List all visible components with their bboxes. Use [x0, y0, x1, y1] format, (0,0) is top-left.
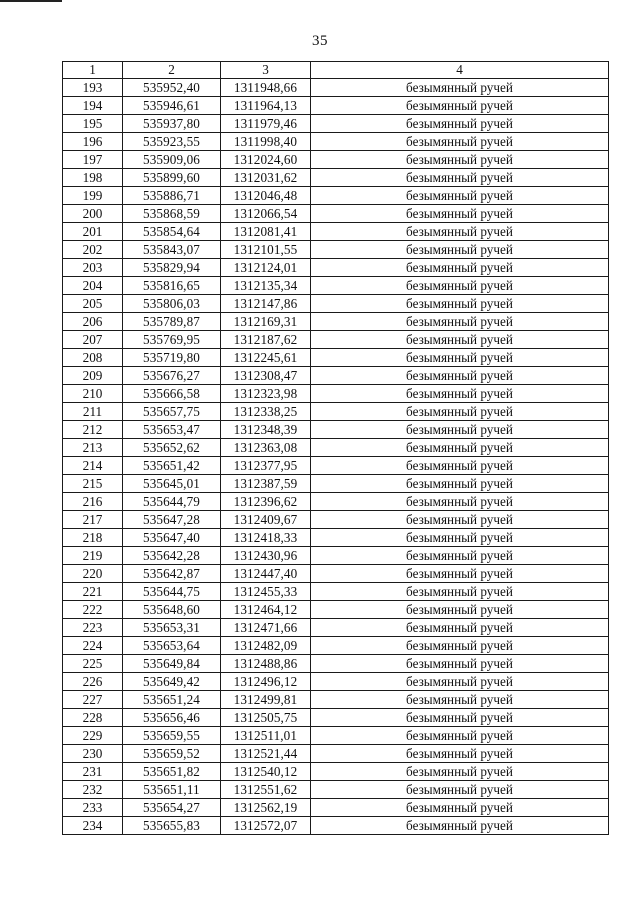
table-row: [63, 565, 609, 583]
cell-point-number: 224: [63, 637, 123, 655]
column-header-y: 3: [221, 62, 311, 79]
cell-x-coordinate: 535653,64: [123, 637, 221, 655]
cell-x-coordinate: 535645,01: [123, 475, 221, 493]
cell-y-coordinate: 1312046,48: [221, 187, 311, 205]
table-row: [63, 529, 609, 547]
cell-y-coordinate: 1312308,47: [221, 367, 311, 385]
cell-y-coordinate: 1312396,62: [221, 493, 311, 511]
cell-point-number: 222: [63, 601, 123, 619]
cell-x-coordinate: 535868,59: [123, 205, 221, 223]
cell-description: безымянный ручей: [311, 385, 609, 403]
cell-description: безымянный ручей: [311, 187, 609, 205]
cell-point-number: 210: [63, 385, 123, 403]
column-header-description: 4: [311, 62, 609, 79]
cell-point-number: 232: [63, 781, 123, 799]
cell-y-coordinate: 1311964,13: [221, 97, 311, 115]
cell-point-number: 219: [63, 547, 123, 565]
table-row: [63, 403, 609, 421]
cell-point-number: 200: [63, 205, 123, 223]
cell-point-number: 209: [63, 367, 123, 385]
cell-x-coordinate: 535648,60: [123, 601, 221, 619]
cell-description: безымянный ручей: [311, 547, 609, 565]
cell-x-coordinate: 535652,62: [123, 439, 221, 457]
cell-y-coordinate: 1312024,60: [221, 151, 311, 169]
cell-x-coordinate: 535651,11: [123, 781, 221, 799]
scan-edge-mark: [0, 0, 62, 2]
cell-description: безымянный ручей: [311, 223, 609, 241]
cell-description: безымянный ручей: [311, 259, 609, 277]
cell-point-number: 234: [63, 817, 123, 835]
cell-description: безымянный ручей: [311, 475, 609, 493]
cell-y-coordinate: 1312081,41: [221, 223, 311, 241]
table-row: [63, 151, 609, 169]
cell-point-number: 193: [63, 79, 123, 97]
cell-description: безымянный ручей: [311, 313, 609, 331]
cell-point-number: 201: [63, 223, 123, 241]
cell-x-coordinate: 535651,42: [123, 457, 221, 475]
cell-description: безымянный ручей: [311, 619, 609, 637]
cell-description: безымянный ручей: [311, 205, 609, 223]
cell-y-coordinate: 1312323,98: [221, 385, 311, 403]
cell-x-coordinate: 535649,84: [123, 655, 221, 673]
cell-point-number: 213: [63, 439, 123, 457]
cell-x-coordinate: 535816,65: [123, 277, 221, 295]
table-row: [63, 295, 609, 313]
cell-point-number: 215: [63, 475, 123, 493]
table-row: [63, 187, 609, 205]
cell-point-number: 206: [63, 313, 123, 331]
cell-y-coordinate: 1312147,86: [221, 295, 311, 313]
cell-description: безымянный ручей: [311, 349, 609, 367]
cell-point-number: 211: [63, 403, 123, 421]
cell-point-number: 225: [63, 655, 123, 673]
cell-y-coordinate: 1312169,31: [221, 313, 311, 331]
table-header-row: [63, 62, 609, 79]
cell-x-coordinate: 535647,40: [123, 529, 221, 547]
cell-point-number: 203: [63, 259, 123, 277]
cell-y-coordinate: 1312521,44: [221, 745, 311, 763]
cell-point-number: 221: [63, 583, 123, 601]
cell-description: безымянный ручей: [311, 367, 609, 385]
table-row: [63, 691, 609, 709]
cell-y-coordinate: 1312551,62: [221, 781, 311, 799]
cell-x-coordinate: 535642,87: [123, 565, 221, 583]
cell-description: безымянный ручей: [311, 691, 609, 709]
table-row: [63, 331, 609, 349]
cell-point-number: 204: [63, 277, 123, 295]
cell-point-number: 231: [63, 763, 123, 781]
cell-description: безымянный ручей: [311, 727, 609, 745]
cell-x-coordinate: 535806,03: [123, 295, 221, 313]
column-header-x: 2: [123, 62, 221, 79]
cell-x-coordinate: 535923,55: [123, 133, 221, 151]
cell-point-number: 208: [63, 349, 123, 367]
table-row: [63, 223, 609, 241]
cell-y-coordinate: 1311948,66: [221, 79, 311, 97]
cell-x-coordinate: 535642,28: [123, 547, 221, 565]
table-row: [63, 673, 609, 691]
table-row: [63, 781, 609, 799]
cell-description: безымянный ручей: [311, 421, 609, 439]
cell-y-coordinate: 1311998,40: [221, 133, 311, 151]
table-row: [63, 601, 609, 619]
cell-description: безымянный ручей: [311, 241, 609, 259]
cell-point-number: 233: [63, 799, 123, 817]
cell-x-coordinate: 535676,27: [123, 367, 221, 385]
cell-y-coordinate: 1312187,62: [221, 331, 311, 349]
cell-description: безымянный ручей: [311, 709, 609, 727]
cell-y-coordinate: 1312562,19: [221, 799, 311, 817]
cell-point-number: 198: [63, 169, 123, 187]
cell-x-coordinate: 535653,31: [123, 619, 221, 637]
cell-point-number: 220: [63, 565, 123, 583]
table-row: [63, 385, 609, 403]
table-row: [63, 799, 609, 817]
cell-x-coordinate: 535653,47: [123, 421, 221, 439]
cell-y-coordinate: 1312447,40: [221, 565, 311, 583]
cell-description: безымянный ручей: [311, 511, 609, 529]
cell-y-coordinate: 1312031,62: [221, 169, 311, 187]
table-row: [63, 241, 609, 259]
cell-x-coordinate: 535952,40: [123, 79, 221, 97]
table-row: [63, 259, 609, 277]
table-row: [63, 97, 609, 115]
cell-x-coordinate: 535657,75: [123, 403, 221, 421]
cell-description: безымянный ручей: [311, 493, 609, 511]
cell-description: безымянный ручей: [311, 529, 609, 547]
table-row: [63, 313, 609, 331]
coordinates-table: [62, 61, 609, 835]
cell-x-coordinate: 535909,06: [123, 151, 221, 169]
cell-y-coordinate: 1312471,66: [221, 619, 311, 637]
cell-y-coordinate: 1312338,25: [221, 403, 311, 421]
cell-y-coordinate: 1312135,34: [221, 277, 311, 295]
cell-point-number: 196: [63, 133, 123, 151]
table-row: [63, 709, 609, 727]
cell-y-coordinate: 1312430,96: [221, 547, 311, 565]
cell-x-coordinate: 535655,83: [123, 817, 221, 835]
cell-x-coordinate: 535656,46: [123, 709, 221, 727]
cell-y-coordinate: 1312363,08: [221, 439, 311, 457]
cell-y-coordinate: 1312418,33: [221, 529, 311, 547]
cell-y-coordinate: 1312066,54: [221, 205, 311, 223]
cell-point-number: 207: [63, 331, 123, 349]
cell-x-coordinate: 535719,80: [123, 349, 221, 367]
table-row: [63, 619, 609, 637]
cell-x-coordinate: 535659,52: [123, 745, 221, 763]
cell-y-coordinate: 1311979,46: [221, 115, 311, 133]
cell-description: безымянный ручей: [311, 655, 609, 673]
table-row: [63, 349, 609, 367]
cell-x-coordinate: 535647,28: [123, 511, 221, 529]
cell-x-coordinate: 535644,79: [123, 493, 221, 511]
cell-point-number: 228: [63, 709, 123, 727]
cell-description: безымянный ручей: [311, 799, 609, 817]
table-row: [63, 763, 609, 781]
table-row: [63, 655, 609, 673]
cell-point-number: 212: [63, 421, 123, 439]
cell-x-coordinate: 535946,61: [123, 97, 221, 115]
cell-y-coordinate: 1312499,81: [221, 691, 311, 709]
cell-x-coordinate: 535666,58: [123, 385, 221, 403]
cell-point-number: 229: [63, 727, 123, 745]
cell-point-number: 199: [63, 187, 123, 205]
cell-point-number: 214: [63, 457, 123, 475]
cell-x-coordinate: 535854,64: [123, 223, 221, 241]
cell-y-coordinate: 1312377,95: [221, 457, 311, 475]
cell-y-coordinate: 1312496,12: [221, 673, 311, 691]
cell-y-coordinate: 1312505,75: [221, 709, 311, 727]
cell-description: безымянный ручей: [311, 403, 609, 421]
table-row: [63, 133, 609, 151]
table-row: [63, 547, 609, 565]
table-row: [63, 457, 609, 475]
cell-point-number: 195: [63, 115, 123, 133]
cell-point-number: 216: [63, 493, 123, 511]
cell-description: безымянный ручей: [311, 151, 609, 169]
table-row: [63, 583, 609, 601]
table-row: [63, 421, 609, 439]
cell-x-coordinate: 535843,07: [123, 241, 221, 259]
cell-description: безымянный ручей: [311, 763, 609, 781]
cell-point-number: 226: [63, 673, 123, 691]
table-row: [63, 277, 609, 295]
cell-x-coordinate: 535654,27: [123, 799, 221, 817]
column-header-number: 1: [63, 62, 123, 79]
cell-x-coordinate: 535644,75: [123, 583, 221, 601]
cell-x-coordinate: 535789,87: [123, 313, 221, 331]
cell-description: безымянный ручей: [311, 277, 609, 295]
cell-point-number: 202: [63, 241, 123, 259]
cell-point-number: 227: [63, 691, 123, 709]
table-row: [63, 169, 609, 187]
table-row: [63, 511, 609, 529]
cell-x-coordinate: 535937,80: [123, 115, 221, 133]
cell-y-coordinate: 1312511,01: [221, 727, 311, 745]
table-row: [63, 439, 609, 457]
cell-x-coordinate: 535899,60: [123, 169, 221, 187]
cell-description: безымянный ручей: [311, 115, 609, 133]
cell-y-coordinate: 1312409,67: [221, 511, 311, 529]
cell-y-coordinate: 1312572,07: [221, 817, 311, 835]
cell-y-coordinate: 1312488,86: [221, 655, 311, 673]
cell-x-coordinate: 535649,42: [123, 673, 221, 691]
cell-y-coordinate: 1312245,61: [221, 349, 311, 367]
cell-description: безымянный ручей: [311, 79, 609, 97]
cell-description: безымянный ручей: [311, 817, 609, 835]
cell-description: безымянный ручей: [311, 583, 609, 601]
cell-description: безымянный ручей: [311, 601, 609, 619]
cell-point-number: 194: [63, 97, 123, 115]
cell-y-coordinate: 1312455,33: [221, 583, 311, 601]
table-row: [63, 205, 609, 223]
cell-x-coordinate: 535651,24: [123, 691, 221, 709]
cell-description: безымянный ручей: [311, 637, 609, 655]
cell-description: безымянный ручей: [311, 673, 609, 691]
table-row: [63, 727, 609, 745]
cell-x-coordinate: 535651,82: [123, 763, 221, 781]
cell-y-coordinate: 1312101,55: [221, 241, 311, 259]
table-row: [63, 79, 609, 97]
table-row: [63, 115, 609, 133]
cell-description: безымянный ручей: [311, 781, 609, 799]
cell-description: безымянный ручей: [311, 565, 609, 583]
cell-x-coordinate: 535886,71: [123, 187, 221, 205]
cell-description: безымянный ручей: [311, 295, 609, 313]
cell-point-number: 218: [63, 529, 123, 547]
cell-description: безымянный ручей: [311, 133, 609, 151]
cell-description: безымянный ручей: [311, 97, 609, 115]
cell-point-number: 223: [63, 619, 123, 637]
cell-point-number: 205: [63, 295, 123, 313]
table-row: [63, 817, 609, 835]
table-row: [63, 367, 609, 385]
table-body: [63, 79, 609, 835]
cell-description: безымянный ручей: [311, 439, 609, 457]
cell-description: безымянный ручей: [311, 745, 609, 763]
cell-point-number: 217: [63, 511, 123, 529]
cell-description: безымянный ручей: [311, 169, 609, 187]
table-row: [63, 475, 609, 493]
page-number: 35: [312, 33, 328, 49]
cell-x-coordinate: 535769,95: [123, 331, 221, 349]
cell-x-coordinate: 535659,55: [123, 727, 221, 745]
cell-point-number: 197: [63, 151, 123, 169]
cell-y-coordinate: 1312540,12: [221, 763, 311, 781]
cell-y-coordinate: 1312348,39: [221, 421, 311, 439]
cell-y-coordinate: 1312124,01: [221, 259, 311, 277]
cell-point-number: 230: [63, 745, 123, 763]
cell-description: безымянный ручей: [311, 331, 609, 349]
cell-x-coordinate: 535829,94: [123, 259, 221, 277]
table-row: [63, 745, 609, 763]
cell-description: безымянный ручей: [311, 457, 609, 475]
cell-y-coordinate: 1312387,59: [221, 475, 311, 493]
table-row: [63, 493, 609, 511]
cell-y-coordinate: 1312482,09: [221, 637, 311, 655]
table-row: [63, 637, 609, 655]
cell-y-coordinate: 1312464,12: [221, 601, 311, 619]
